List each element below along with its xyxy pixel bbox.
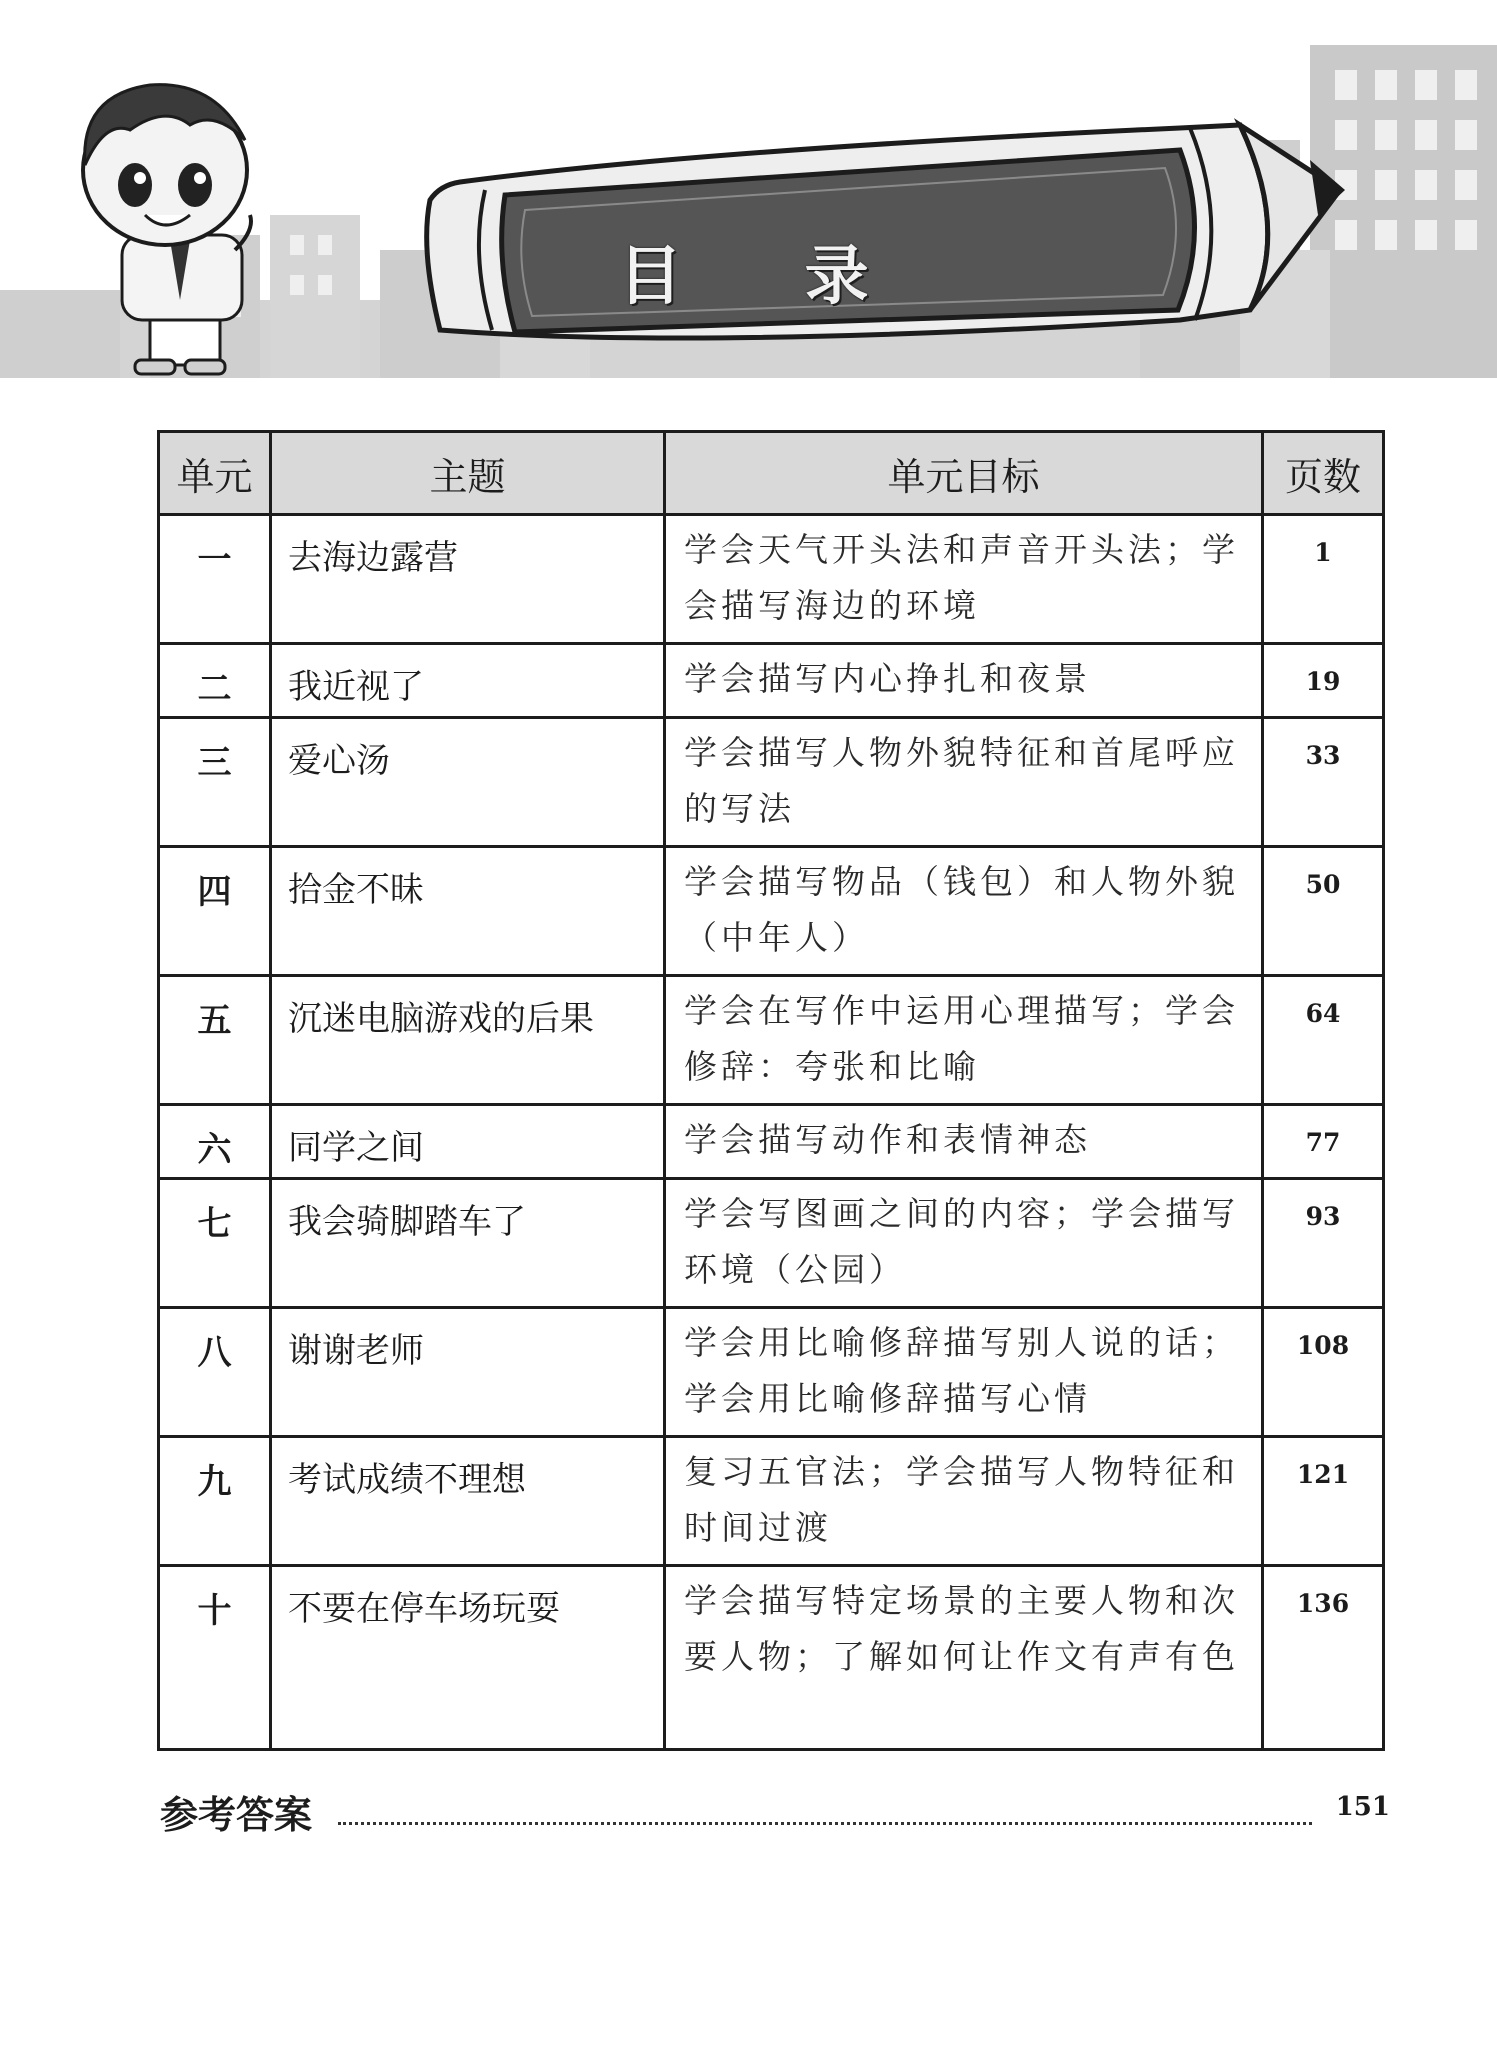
unit-goal: 学会写图画之间的内容；学会描写环境（公园） xyxy=(665,1179,1263,1308)
contents-table xyxy=(157,430,1385,1751)
topic-link[interactable]: 我会骑脚踏车了 xyxy=(271,1179,665,1308)
unit-goal: 复习五官法；学会描写人物特征和时间过渡 xyxy=(665,1437,1263,1566)
page-number[interactable]: 77 xyxy=(1263,1105,1384,1179)
unit-number: 二 xyxy=(159,644,271,718)
unit-goal: 学会描写物品（钱包）和人物外貌（中年人） xyxy=(665,847,1263,976)
unit-number: 十 xyxy=(159,1566,271,1750)
table-row[interactable] xyxy=(159,1308,1384,1437)
unit-goal: 学会描写动作和表情神态 xyxy=(665,1105,1263,1179)
table-row[interactable] xyxy=(159,976,1384,1105)
unit-number: 四 xyxy=(159,847,271,976)
topic-link[interactable]: 拾金不昧 xyxy=(271,847,665,976)
dot-leader xyxy=(338,1822,1312,1825)
topic-link[interactable]: 不要在停车场玩耍 xyxy=(271,1566,665,1750)
unit-number: 九 xyxy=(159,1437,271,1566)
topic-link[interactable]: 考试成绩不理想 xyxy=(271,1437,665,1566)
unit-number: 七 xyxy=(159,1179,271,1308)
page-number[interactable]: 121 xyxy=(1263,1437,1384,1566)
answer-key-page[interactable]: 151 xyxy=(1335,1792,1390,1822)
unit-number: 八 xyxy=(159,1308,271,1437)
topic-link[interactable]: 我近视了 xyxy=(271,644,665,718)
unit-goal: 学会描写内心挣扎和夜景 xyxy=(665,644,1263,718)
page-number[interactable]: 33 xyxy=(1263,718,1384,847)
city-skyline-illustration xyxy=(0,0,1497,378)
table-row[interactable] xyxy=(159,515,1384,644)
table-row[interactable] xyxy=(159,644,1384,718)
table-row[interactable] xyxy=(159,1437,1384,1566)
page-number[interactable]: 93 xyxy=(1263,1179,1384,1308)
table-row[interactable] xyxy=(159,1566,1384,1750)
topic-link[interactable]: 同学之间 xyxy=(271,1105,665,1179)
topic-link[interactable]: 去海边露营 xyxy=(271,515,665,644)
unit-number: 六 xyxy=(159,1105,271,1179)
page-number[interactable]: 1 xyxy=(1263,515,1384,644)
unit-goal: 学会天气开头法和声音开头法；学会描写海边的环境 xyxy=(665,515,1263,644)
topic-link[interactable]: 爱心汤 xyxy=(271,718,665,847)
unit-goal: 学会用比喻修辞描写别人说的话；学会用比喻修辞描写心情 xyxy=(665,1308,1263,1437)
table-row[interactable] xyxy=(159,1105,1384,1179)
unit-number: 一 xyxy=(159,515,271,644)
unit-number: 三 xyxy=(159,718,271,847)
unit-number: 五 xyxy=(159,976,271,1105)
page-number[interactable]: 64 xyxy=(1263,976,1384,1105)
header-banner xyxy=(0,0,1497,378)
header-unit: 单元 xyxy=(159,432,271,515)
page-number[interactable]: 19 xyxy=(1263,644,1384,718)
unit-goal: 学会在写作中运用心理描写；学会修辞：夸张和比喻 xyxy=(665,976,1263,1105)
topic-link[interactable]: 谢谢老师 xyxy=(271,1308,665,1437)
answer-key-entry[interactable] xyxy=(160,1784,1390,1837)
header-topic: 主题 xyxy=(271,432,665,515)
header-page: 页数 xyxy=(1263,432,1384,515)
table-row[interactable] xyxy=(159,847,1384,976)
table-row[interactable] xyxy=(159,718,1384,847)
page-number[interactable]: 50 xyxy=(1263,847,1384,976)
page-number[interactable]: 108 xyxy=(1263,1308,1384,1437)
topic-link[interactable]: 沉迷电脑游戏的后果 xyxy=(271,976,665,1105)
table-header-row xyxy=(159,432,1384,515)
unit-goal: 学会描写人物外貌特征和首尾呼应的写法 xyxy=(665,718,1263,847)
header-goal: 单元目标 xyxy=(665,432,1263,515)
unit-goal: 学会描写特定场景的主要人物和次要人物；了解如何让作文有声有色 xyxy=(665,1566,1263,1750)
page-number[interactable]: 136 xyxy=(1263,1566,1384,1750)
table-row[interactable] xyxy=(159,1179,1384,1308)
page-title: 目 录 xyxy=(618,240,919,314)
answer-key-label[interactable]: 参考答案 xyxy=(160,1793,313,1837)
